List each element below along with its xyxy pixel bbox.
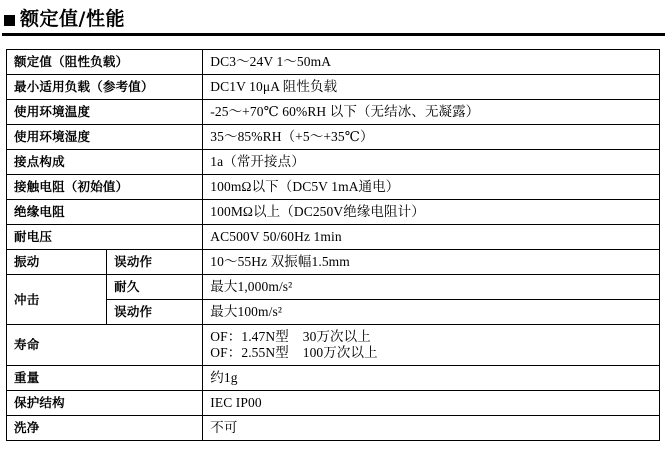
table-row [7,50,660,75]
row-value: 最大1,000m/s² [203,275,660,300]
row-sublabel: 误动作 [107,300,203,325]
table-row [7,225,660,250]
row-label: 使用环境温度 [7,100,203,125]
row-value: 100mΩ以下（DC5V 1mA通电） [203,175,660,200]
table-row [7,416,660,441]
black-square-bullet-icon [4,15,15,26]
row-value: 1a（常开接点） [203,150,660,175]
table-row [7,325,660,366]
table-row [7,175,660,200]
row-label: 接触电阻（初始值） [7,175,203,200]
row-value: 35～85%RH（+5～+35℃） [203,125,660,150]
table-row [7,125,660,150]
row-label: 冲击 [7,275,107,325]
specification-table [6,49,660,441]
row-label: 接点构成 [7,150,203,175]
row-value: 100MΩ以上（DC250V绝缘电阻计） [203,200,660,225]
row-value: 最大100m/s² [203,300,660,325]
table-row [7,75,660,100]
row-value: -25～+70℃ 60%RH 以下（无结冰、无凝露） [203,100,660,125]
row-label: 寿命 [7,325,203,366]
row-value-line: OF：1.47N型 30万次以上 [210,329,371,344]
table-row [7,275,660,300]
row-value: AC500V 50/60Hz 1min [203,225,660,250]
row-label: 重量 [7,366,203,391]
table-row [7,366,660,391]
row-label: 洗净 [7,416,203,441]
row-sublabel: 耐久 [107,275,203,300]
row-value: 约1g [203,366,660,391]
row-value [203,325,660,366]
row-value-line: OF：2.55N型 100万次以上 [210,345,378,360]
row-value: 不可 [203,416,660,441]
table-row [7,391,660,416]
page-title: 额定值/性能 [20,8,125,30]
row-value: 10～55Hz 双振幅1.5mm [203,250,660,275]
table-row [7,250,660,275]
row-label: 额定值（阻性负载） [7,50,203,75]
row-label: 最小适用负载（参考值） [7,75,203,100]
row-label: 保护结构 [7,391,203,416]
table-row [7,200,660,225]
row-label: 绝缘电阻 [7,200,203,225]
row-label: 振动 [7,250,107,275]
row-sublabel: 误动作 [107,250,203,275]
row-value: DC3～24V 1～50mA [203,50,660,75]
row-label: 耐电压 [7,225,203,250]
section-heading [0,0,667,30]
table-row [7,150,660,175]
row-value: IEC IP00 [203,391,660,416]
row-label: 使用环境湿度 [7,125,203,150]
heading-divider [2,33,665,36]
table-row [7,100,660,125]
row-value: DC1V 10μA 阻性负载 [203,75,660,100]
